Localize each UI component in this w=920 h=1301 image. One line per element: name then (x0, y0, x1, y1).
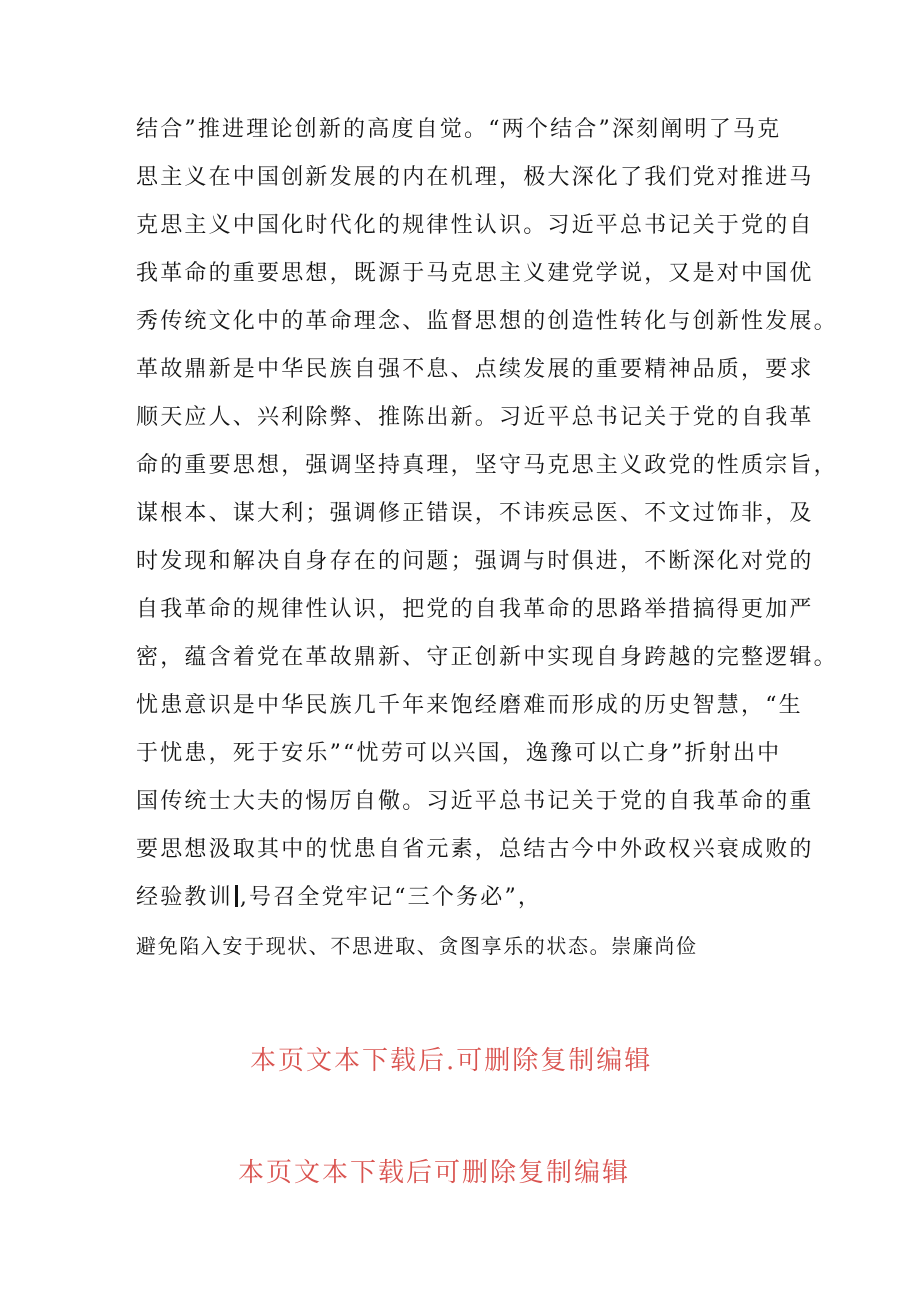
body-line-2: 思主义在中国创新发展的内在机理，极大深化了我们党对推进马 (136, 165, 814, 190)
body-line-4: 我革命的重要思想，既源于马克思主义建党学说，又是对中国优 (136, 261, 814, 286)
body-line-17-end: ,号召全党牢记“三个务必”， (239, 885, 543, 910)
body-line-9: 谋根本、谋大利；强调修正错误，不讳疾忌医、不文过饰非，及 (136, 501, 814, 526)
body-line-16: 要思想汲取其中的忧患自省元素，总结古今中外政权兴衰成败的 (136, 837, 814, 862)
body-line-6: 革故鼎新是中华民族自强不息、点续发展的重要精神品质，要求 (136, 357, 814, 382)
body-line-14: 于忧患，死于安乐”“忧劳可以兴国，逸豫可以亡身”折射出中 (136, 741, 782, 766)
footer-note-1: 本页文本下载后.可删除复制编辑 (250, 1046, 653, 1076)
body-line-3: 克思主义中国化时代化的规律性认识。习近平总书记关于党的自 (136, 213, 814, 238)
body-line-13: 忧患意识是中华民族几千年来饱经磨难而形成的历史智慧，“生 (136, 693, 803, 718)
body-line-15: 国传统士大夫的惕厉自儆。习近平总书记关于党的自我革命的重 (136, 789, 814, 814)
body-line-1: 结合”推进理论创新的高度自觉。“两个结合”深刻阐明了马克 (136, 117, 782, 142)
body-line-8: 命的重要思想，强调坚持真理，坚守马克思主义政党的性质宗旨， (136, 453, 838, 478)
body-line-11: 自我革命的规律性认识，把党的自我革命的思路举措搞得更加严 (136, 597, 814, 622)
body-line-10: 时发现和解决自身存在的问题；强调与时俱进，不断深化对党的 (136, 549, 814, 574)
body-line-17 (136, 880, 816, 928)
body-line-7: 顺天应人、兴利除弊、推陈出新。习近平总书记关于党的自我革 (136, 405, 814, 430)
footer-note-2: 本页文本下载后可删除复制编辑 (238, 1158, 631, 1188)
body-line-5: 秀传统文化中的革命理念、监督思想的创造性转化与创新性发展。 (136, 309, 838, 334)
body-line-17-start: 经验教训 (136, 885, 233, 910)
body-line-12: 密，蕴含着党在革故鼎新、守正创新中实现自身跨越的完整逻辑。 (136, 645, 838, 670)
body-line-18: 避免陷入安于现状、不思进取、贪图享乐的状态。崇廉尚俭 (136, 934, 698, 958)
document-body (136, 112, 838, 964)
text-cursor-mark (235, 885, 238, 907)
